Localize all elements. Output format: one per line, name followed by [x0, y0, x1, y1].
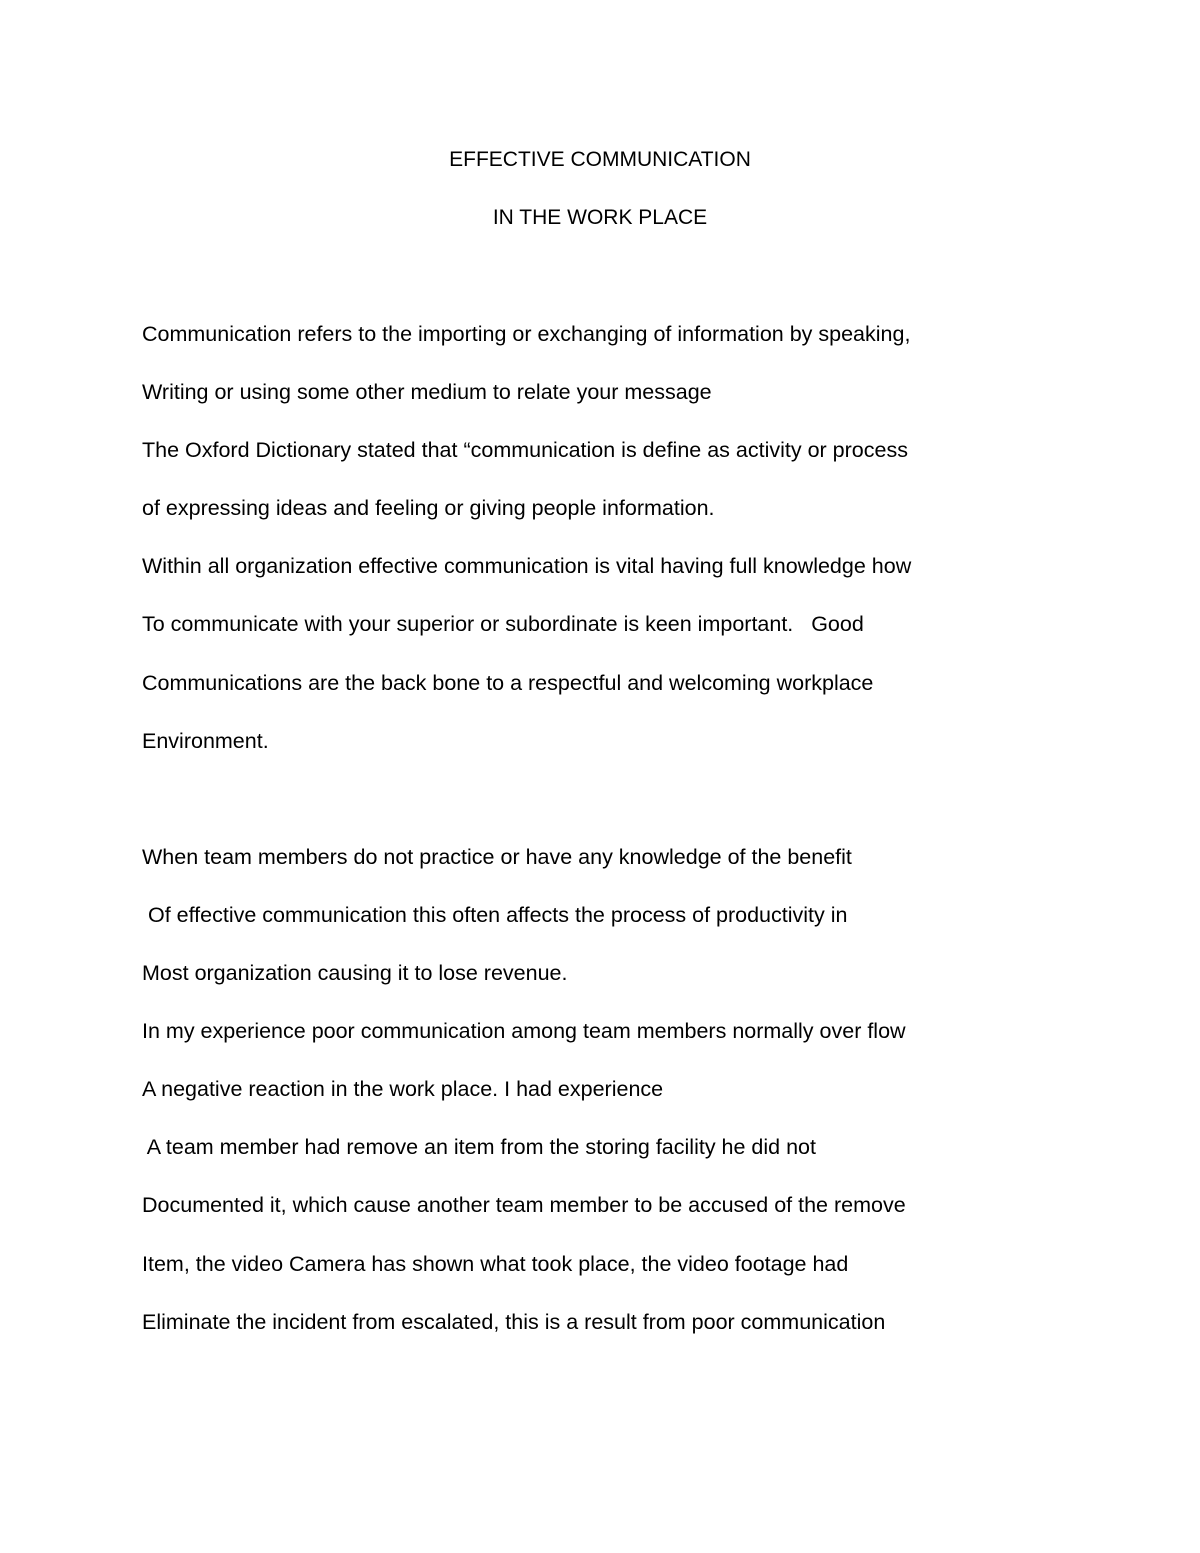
body-line: Within all organization effective communication is vital having full knowledge how [142, 554, 912, 578]
body-line: Environment. [142, 729, 269, 753]
body-line: of expressing ideas and feeling or giving people information. [142, 496, 715, 520]
body-line: The Oxford Dictionary stated that “communication is define as activity or process [142, 438, 908, 462]
body-line: Of effective communication this often affects the process of productivity in [142, 903, 848, 927]
body-line: To communicate with your superior or subordinate is keen important. Good [142, 612, 864, 636]
body-line: Documented it, which cause another team member to be accused of the remove [142, 1193, 906, 1217]
body-line: Writing or using some other medium to relate your message [142, 380, 712, 404]
body-line: When team members do not practice or have any knowledge of the benefit [142, 845, 852, 869]
body-line: A negative reaction in the work place. I had experience [142, 1077, 664, 1101]
body-line: Item, the video Camera has shown what took place, the video footage had [142, 1252, 849, 1276]
document-subtitle: IN THE WORK PLACE [492, 206, 708, 229]
body-line: Communication refers to the importing or exchanging of information by speaking, [142, 322, 911, 346]
body-line: Eliminate the incident from escalated, this is a result from poor communication [142, 1310, 886, 1334]
body-line: A team member had remove an item from the storing facility he did not [142, 1135, 816, 1159]
body-line: Most organization causing it to lose revenue. [142, 961, 568, 985]
body-line: Communications are the back bone to a respectful and welcoming workplace [142, 671, 874, 695]
document-title: EFFECTIVE COMMUNICATION [449, 148, 751, 171]
body-line: In my experience poor communication among team members normally over flow [142, 1019, 906, 1043]
